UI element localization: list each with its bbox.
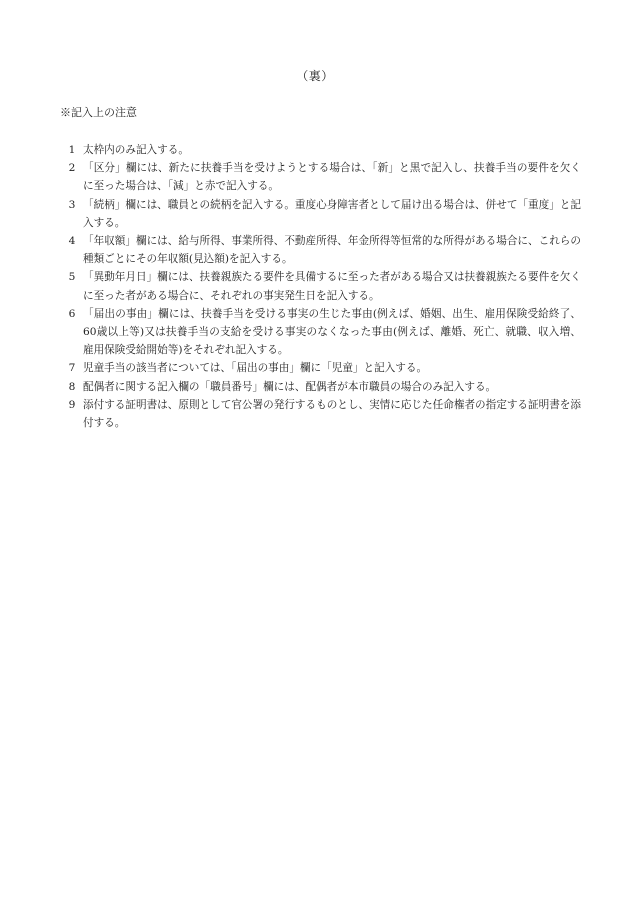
note-text: 添付する証明書は、原則として官公署の発行するものとし、実情に応じた任命権者の指定する証明書を添付する。 <box>83 398 581 430</box>
note-number: 6 <box>68 307 76 320</box>
note-item-7 <box>61 359 581 377</box>
note-item-3 <box>61 196 581 232</box>
note-text: 「異動年月日」欄には、扶養親族たる要件を具備するに至った者がある場合又は扶養親族たる要件を欠くに至った者がある場合に、それぞれの事実発生日を記入する。 <box>83 271 581 302</box>
note-item-4 <box>61 232 581 268</box>
page-side-label: （裏） <box>296 69 334 83</box>
note-item-9 <box>61 396 581 432</box>
note-number: 5 <box>68 271 76 284</box>
note-number: 9 <box>68 398 76 411</box>
note-item-5 <box>61 268 581 304</box>
note-item-1 <box>61 141 581 159</box>
notes-heading: ※記入上の注意 <box>60 106 137 119</box>
note-text: 「届出の事由」欄には、扶養手当を受ける事実の生じた事由(例えば、婚姻、出生、雇用保険受給終了、60歳以上等)又は扶養手当の支給を受ける事実のなくなった事由(例えば、離婚、死亡、就職、収入増、雇用保険受給開始等)をそれぞれ記入する。 <box>83 307 581 357</box>
note-item-6 <box>61 305 581 360</box>
note-number: 4 <box>68 235 76 248</box>
note-item-2 <box>61 159 581 195</box>
note-item-8 <box>61 378 581 396</box>
notes-list <box>61 141 581 432</box>
note-number: 7 <box>68 362 76 375</box>
note-number: 2 <box>68 162 76 175</box>
note-text: 配偶者に関する記入欄の「職員番号」欄には、配偶者が本市職員の場合のみ記入する。 <box>83 380 497 393</box>
note-text: 「区分」欄には、新たに扶養手当を受けようとする場合は、「新」と黒で記入し、扶養手当の要件を欠くに至った場合は、「減」と赤で記入する。 <box>83 162 581 193</box>
note-number: 3 <box>68 198 76 211</box>
note-number: 8 <box>68 380 76 393</box>
note-number: 1 <box>68 144 76 156</box>
note-text: 児童手当の該当者については、「届出の事由」欄に「児童」と記入する。 <box>83 362 428 375</box>
note-text: 「続柄」欄には、職員との続柄を記入する。重度心身障害者として届け出る場合は、併せて「重度」と記入する。 <box>83 198 581 229</box>
note-text: 「年収額」欄には、給与所得、事業所得、不動産所得、年金所得等恒常的な所得がある場合に、これらの種類ごとにその年収額(見込額)を記入する。 <box>83 235 581 266</box>
note-text: 太枠内のみ記入する。 <box>83 144 189 156</box>
